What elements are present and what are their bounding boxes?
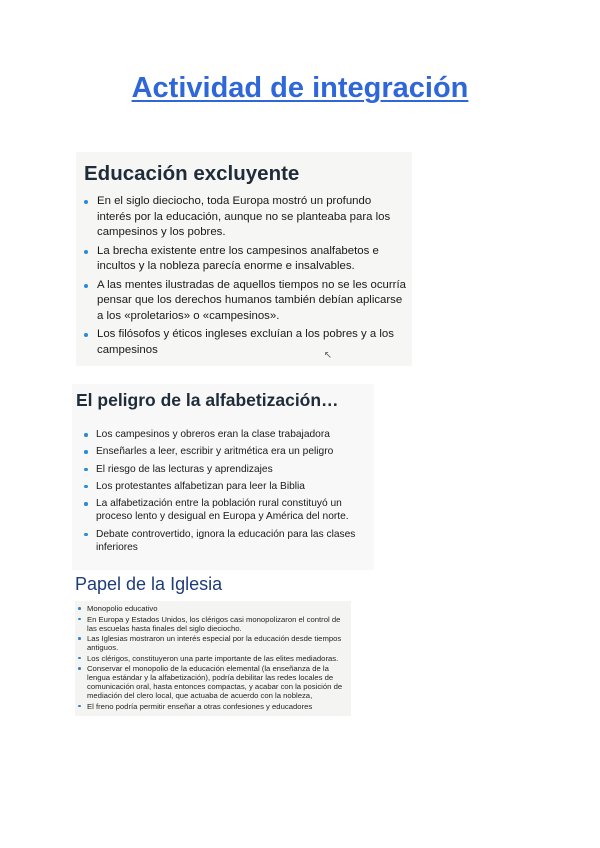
- bullet-item: Las Iglesias mostraron un interés especial por la educación desde tiempos antiguos.: [78, 634, 348, 652]
- bullet-item: El riesgo de las lecturas y aprendizajes: [84, 463, 370, 476]
- content-box: [75, 601, 351, 716]
- bullet-item: El freno podría permitir enseñar a otras confesiones y educadores: [78, 702, 348, 711]
- slide-title: Papel de la Iglesia: [75, 574, 223, 594]
- slide-educacion-excluyente: [76, 152, 412, 366]
- slide-title: Educación excluyente: [84, 162, 300, 185]
- page-title: Actividad de integración: [131, 72, 469, 104]
- bullet-item: Los campesinos y obreros eran la clase trabajadora: [84, 428, 370, 441]
- bullet-item: Los clérigos, constituyeron una parte importante de las elites mediadoras.: [78, 654, 348, 663]
- slide-peligro-alfabetizacion: [72, 384, 374, 570]
- bullet-list: [76, 428, 370, 554]
- bullet-item: Enseñarles a leer, escribir y aritmética era un peligro: [84, 445, 370, 458]
- bullet-item: En Europa y Estados Unidos, los clérigos casi monopolizaron el control de las escuelas hasta finales del siglo dieciocho.: [78, 615, 348, 633]
- bullet-item: Los filósofos y éticos ingleses excluían a los pobres y a los campesinos: [84, 327, 406, 358]
- slide-title: El peligro de la alfabetización…: [76, 390, 339, 410]
- bullet-list: [84, 194, 406, 358]
- bullet-item: La brecha existente entre los campesinos analfabetos e incultos y la nobleza parecía enorme e insalvables.: [84, 244, 406, 275]
- bullet-item: Debate controvertido, ignora la educación para las clases inferiores: [84, 528, 370, 555]
- slide-papel-iglesia: [72, 574, 355, 766]
- bullet-list: [78, 604, 348, 711]
- mouse-cursor-icon: ↖: [323, 350, 332, 361]
- bullet-item: Monopolio educativo: [78, 604, 348, 613]
- bullet-item: Los protestantes alfabetizan para leer la Biblia: [84, 480, 370, 493]
- bullet-item: A las mentes ilustradas de aquellos tiempos no se les ocurría pensar que los derechos humanos también debían aplicarse a los «proletarios» o «campesinos».: [84, 278, 406, 325]
- bullet-item: La alfabetización entre la población rural constituyó un proceso lento y desigual en Europa y América del norte.: [84, 497, 370, 524]
- bullet-item: En el siglo dieciocho, toda Europa mostró un profundo interés por la educación, aunque no se planteaba para los campesinos y los pobres.: [84, 194, 406, 241]
- bullet-item: Conservar el monopolio de la educación elemental (la enseñanza de la lengua estándar y la alfabetización), podría debilitar las redes locales de comunicación oral, hasta entonces compactas, y acabar con la posición de mediación del clero local, que actuaba de acuerdo con la nobleza,: [78, 664, 348, 700]
